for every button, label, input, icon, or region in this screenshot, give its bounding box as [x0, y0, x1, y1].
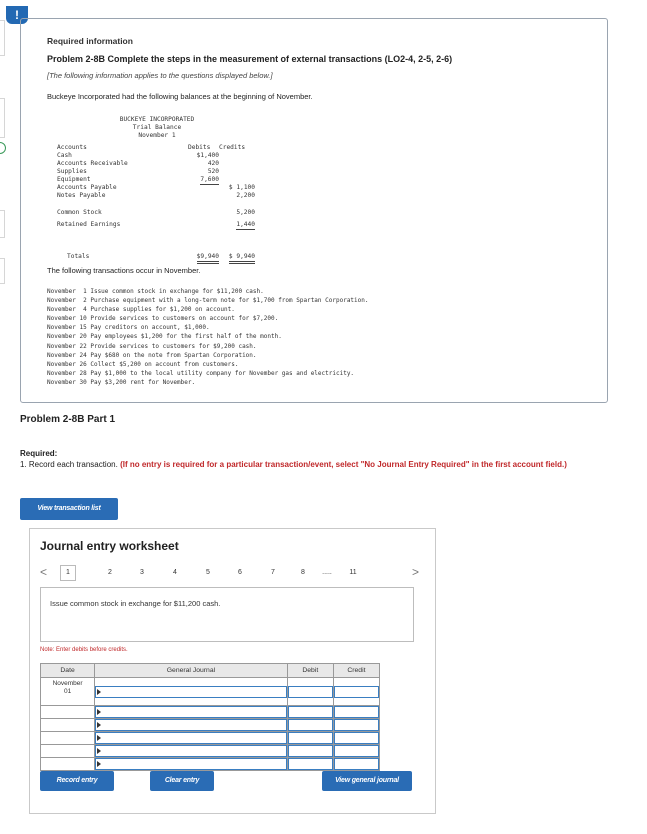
page-2-tab[interactable]: 2: [108, 569, 112, 576]
account-name: Supplies: [57, 168, 87, 175]
credit-input[interactable]: [334, 719, 379, 731]
date-cell: [41, 745, 95, 758]
credit-cell: [333, 706, 379, 719]
debit-cell: [287, 719, 333, 732]
account-name: Notes Payable: [57, 192, 106, 199]
info-note: [The following information applies to the questions displayed below.]: [47, 71, 273, 80]
col-general-journal: General Journal: [95, 664, 288, 678]
rail-segment: [0, 258, 5, 284]
credit-amount: 5,200: [236, 209, 255, 216]
journal-row: [41, 706, 380, 719]
date-day: 01: [63, 688, 72, 695]
instruction-note: (If no entry is required for a particular transaction/event, select "No Journal Entry Required" in the first account field.): [120, 460, 567, 469]
col-credits: Credits: [219, 144, 246, 151]
journal-row: [41, 678, 380, 706]
debit-amount: 7,600: [200, 176, 219, 183]
journal-table: [40, 663, 380, 771]
credit-input[interactable]: [334, 686, 379, 698]
page-7-tab[interactable]: 7: [271, 569, 275, 576]
view-general-journal-button[interactable]: View general journal: [322, 771, 412, 791]
col-debit: Debit: [287, 664, 333, 678]
journal-row: [41, 719, 380, 732]
page-4-tab[interactable]: 4: [173, 569, 177, 576]
transactions-intro: The following transactions occur in November.: [47, 266, 201, 275]
alert-icon: !: [6, 6, 28, 24]
debit-input[interactable]: [288, 686, 333, 698]
trial-balance-row: [57, 192, 257, 200]
transactions-list: [47, 287, 369, 387]
debit-amount: $1,400: [196, 152, 219, 159]
required-label: Required:: [20, 449, 58, 458]
trial-balance-totals-row: [57, 253, 257, 261]
credit-cell: [333, 719, 379, 732]
worksheet-pager: [40, 565, 428, 581]
record-entry-button[interactable]: Record entry: [40, 771, 114, 791]
left-rail: [0, 0, 6, 834]
journal-row: [41, 732, 380, 745]
transaction-line: November 4 Purchase supplies for $1,200 on account.: [47, 306, 235, 314]
debit-cell: [287, 745, 333, 758]
journal-row: [41, 758, 380, 771]
trial-balance-title: Trial Balance: [132, 124, 182, 131]
page-3-tab[interactable]: 3: [140, 569, 144, 576]
rail-segment: [0, 20, 5, 56]
credit-amount: $ 1,100: [228, 184, 255, 191]
page-6-tab[interactable]: 6: [238, 569, 242, 576]
account-cell: [95, 758, 288, 771]
transaction-line: November 2 Purchase equipment with a long-term note for $1,700 from Spartan Corporation.: [47, 297, 369, 305]
debit-input[interactable]: [288, 758, 333, 770]
account-name: Cash: [57, 152, 72, 159]
credit-input[interactable]: [334, 706, 379, 718]
debit-input[interactable]: [288, 732, 333, 744]
credit-amount: 1,440: [236, 221, 255, 228]
credit-input[interactable]: [334, 732, 379, 744]
account-name: Common Stock: [57, 209, 102, 216]
page-1-tab[interactable]: 1: [60, 565, 76, 581]
transaction-line: November 30 Pay $3,200 rent for November.: [47, 378, 196, 386]
account-select[interactable]: [95, 758, 287, 770]
view-transaction-list-button[interactable]: View transaction list: [20, 498, 118, 520]
col-accounts: Accounts: [57, 144, 87, 151]
credit-cell: [333, 732, 379, 745]
problem-title: Problem 2-8B Complete the steps in the measurement of external transactions (LO2-4, 2-5, 2-6): [47, 54, 453, 64]
account-select[interactable]: [95, 686, 287, 698]
required-information-panel: [20, 18, 608, 403]
debit-input[interactable]: [288, 706, 333, 718]
debit-input[interactable]: [288, 745, 333, 757]
transaction-line: November 28 Pay $1,000 to the local utility company for November gas and electricity.: [47, 369, 355, 377]
trial-balance-date: November 1: [138, 132, 176, 139]
credit-input[interactable]: [334, 745, 379, 757]
account-select[interactable]: [95, 745, 287, 757]
trial-balance-row: [57, 176, 257, 184]
account-select[interactable]: [95, 732, 287, 744]
credit-input[interactable]: [334, 758, 379, 770]
transaction-line: November 20 Pay employees $1,200 for the first half of the month.: [47, 333, 282, 341]
intro-text: Buckeye Incorporated had the following balances at the beginning of November.: [47, 92, 313, 101]
debit-cell: [287, 678, 333, 706]
part-title: Problem 2-8B Part 1: [20, 414, 116, 425]
page-ellipsis: .....: [322, 569, 332, 576]
progress-circle-icon: [0, 142, 6, 154]
account-name: Equipment: [57, 176, 91, 183]
trial-balance-row: [57, 160, 257, 168]
date-cell: [41, 732, 95, 745]
next-page-icon[interactable]: >: [412, 565, 420, 579]
transaction-line: November 15 Pay creditors on account, $1,000.: [47, 324, 210, 332]
account-name: Accounts Receivable: [57, 160, 128, 167]
page-11-tab[interactable]: 11: [349, 569, 357, 576]
instruction-main: 1. Record each transaction.: [20, 460, 118, 469]
debits-note: Note: Enter debits before credits.: [40, 647, 128, 653]
required-information-heading: Required information: [47, 36, 133, 46]
date-cell: [41, 678, 95, 706]
col-date: Date: [41, 664, 95, 678]
rail-segment: [0, 210, 5, 238]
account-cell: [95, 719, 288, 732]
page-5-tab[interactable]: 5: [206, 569, 210, 576]
debit-amount: 420: [207, 160, 219, 167]
date-cell: [41, 719, 95, 732]
transaction-line: November 1 Issue common stock in exchange for $11,200 cash.: [47, 288, 264, 295]
trial-balance-row: [57, 221, 257, 229]
col-credit: Credit: [333, 664, 379, 678]
account-select[interactable]: [95, 719, 287, 731]
account-select[interactable]: [95, 706, 287, 718]
col-debits: Debits: [188, 144, 211, 151]
total-debit: $9,940: [197, 253, 219, 264]
transaction-description: Issue common stock in exchange for $11,200 cash.: [50, 599, 221, 608]
transaction-line: November 24 Pay $680 on the note from Spartan Corporation.: [47, 351, 257, 359]
trial-balance-row: [57, 152, 257, 160]
journal-entry-worksheet: [29, 528, 436, 814]
debit-amount: 520: [207, 168, 219, 175]
debit-input[interactable]: [288, 719, 333, 731]
trial-balance-company: BUCKEYE INCORPORATED: [119, 116, 195, 123]
credit-amount: 2,200: [236, 192, 255, 199]
account-name: Accounts Payable: [57, 184, 117, 191]
date-cell: [41, 758, 95, 771]
journal-row: [41, 745, 380, 758]
transaction-line: November 26 Collect $5,200 on account from customers.: [47, 360, 239, 368]
page-8-tab[interactable]: 8: [301, 569, 305, 576]
account-cell: [95, 732, 288, 745]
credit-cell: [333, 745, 379, 758]
transaction-line: November 22 Provide services to customers for $9,200 cash.: [47, 342, 257, 350]
clear-entry-button[interactable]: Clear entry: [150, 771, 214, 791]
credit-cell: [333, 758, 379, 771]
rail-segment: [0, 98, 5, 138]
prev-page-icon[interactable]: <: [40, 565, 48, 579]
worksheet-title: Journal entry worksheet: [40, 539, 179, 553]
date-cell: [41, 706, 95, 719]
debit-cell: [287, 706, 333, 719]
credit-cell: [333, 678, 379, 706]
account-cell: [95, 706, 288, 719]
transaction-line: November 10 Provide services to customers on account for $7,200.: [47, 315, 279, 323]
trial-balance-row: [57, 184, 257, 192]
debit-cell: [287, 732, 333, 745]
account-cell: [95, 745, 288, 758]
debit-cell: [287, 758, 333, 771]
totals-label: Totals: [67, 253, 90, 260]
account-cell: [95, 678, 288, 706]
date-month: November: [52, 680, 83, 687]
account-name: Retained Earnings: [57, 221, 121, 228]
trial-balance-row: [57, 209, 257, 217]
transaction-description-box: [40, 587, 414, 642]
trial-balance-row: [57, 168, 257, 176]
instruction: [20, 460, 620, 470]
total-credit: $ 9,940: [229, 253, 255, 264]
